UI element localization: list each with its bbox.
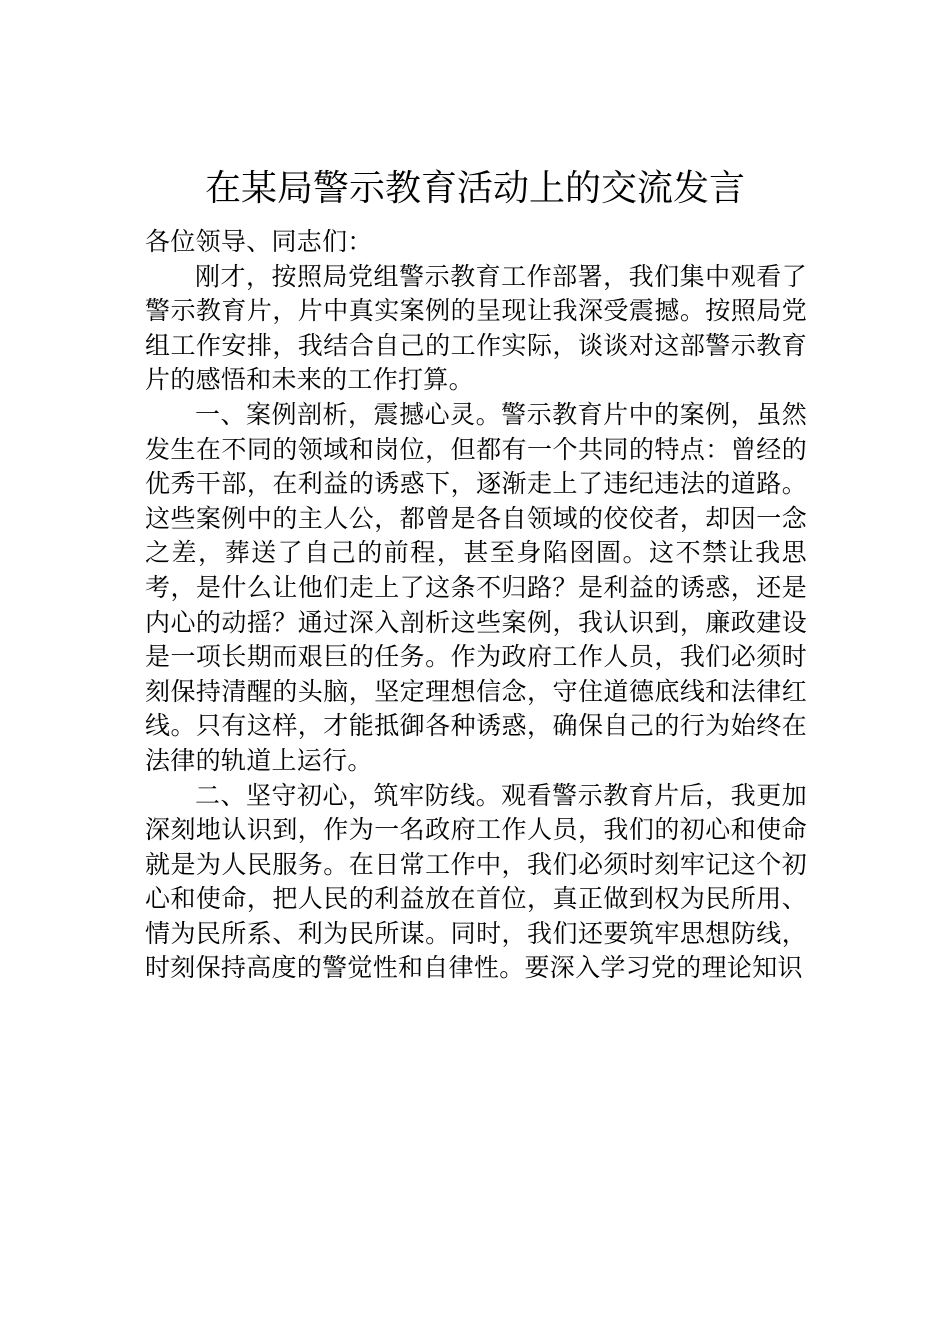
paragraph-original-mission: 二、坚守初心，筑牢防线。观看警示教育片后，我更加深刻地认识到，作为一名政府工作人员，我们的初心和使命就是为人民服务。在日常工作中，我们必须时刻牢记这个初心和使命，把人民的利益放在首位，真正做到权为民所用、情为民所系、利为民所谋。同时，我们还要筑牢思想防线，时刻保持高度的警觉性和自律性。要深入学习党的理论知识 xyxy=(145,780,807,983)
salutation: 各位领导、同志们： xyxy=(145,227,373,256)
document-body xyxy=(145,225,807,986)
paragraph-case-analysis: 一、案例剖析，震撼心灵。警示教育片中的案例，虽然发生在不同的领域和岗位，但都有一个共同的特点：曾经的优秀干部，在利益的诱惑下，逐渐走上了违纪违法的道路。这些案例中的主人公，都曾是各自领域的佼佼者，却因一念之差，葬送了自己的前程，甚至身陷囹圄。这不禁让我思考，是什么让他们走上了这条不归路？是利益的诱惑，还是内心的动摇？通过深入剖析这些案例，我认识到，廉政建设是一项长期而艰巨的任务。作为政府工作人员，我们必须时刻保持清醒的头脑，坚定理想信念，守住道德底线和法律红线。只有这样，才能抵御各种诱惑，确保自己的行为始终在法律的轨道上运行。 xyxy=(145,399,807,775)
document-title: 在某局警示教育活动上的交流发言 xyxy=(204,168,745,209)
paragraph-intro: 刚才，按照局党组警示教育工作部署，我们集中观看了警示教育片，片中真实案例的呈现让我深受震撼。按照局党组工作安排，我结合自己的工作实际，谈谈对这部警示教育片的感悟和未来的工作打算。 xyxy=(145,261,807,395)
